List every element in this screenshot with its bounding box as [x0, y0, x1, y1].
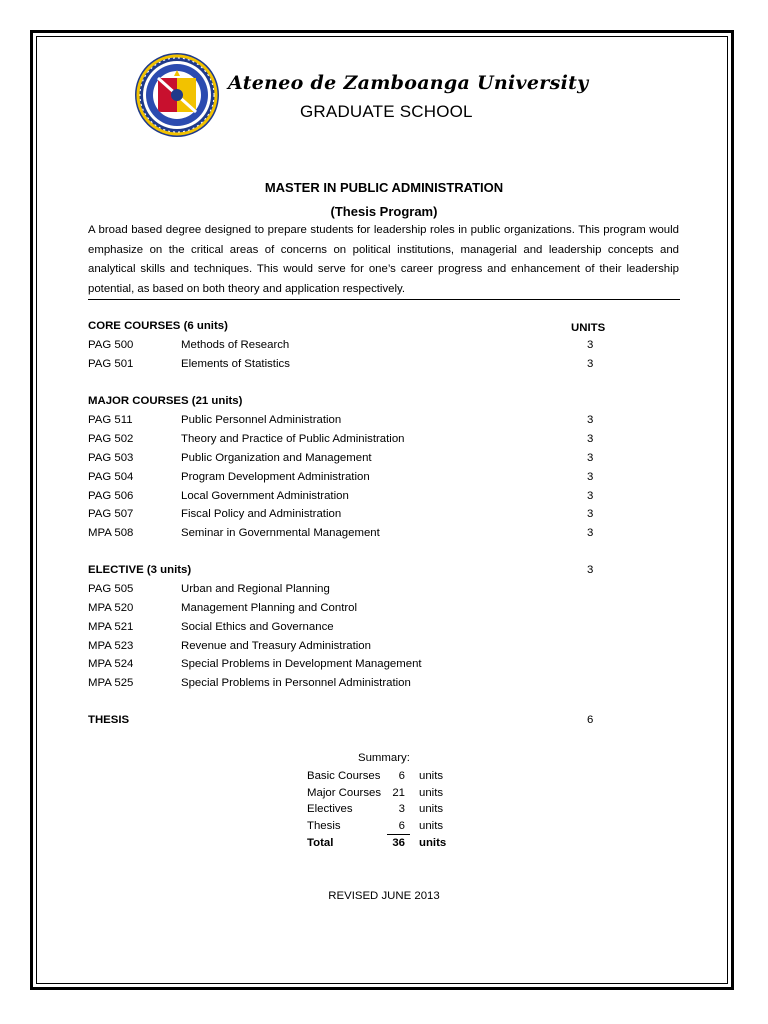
- units-column-heading: UNITS: [571, 322, 606, 334]
- course-name: Social Ethics and Governance: [181, 621, 334, 633]
- course-units: 3: [587, 490, 594, 502]
- course-row: [88, 487, 688, 505]
- course-row: [88, 336, 688, 354]
- core-courses-heading: CORE COURSES (6 units): [88, 320, 228, 332]
- summary-row: [307, 768, 467, 785]
- summary-total-name: Total: [307, 837, 334, 849]
- thesis-row: [88, 711, 688, 729]
- summary-total-unit: units: [419, 837, 447, 849]
- course-row: [88, 580, 688, 598]
- course-code: MPA 524: [88, 658, 134, 670]
- course-row: [88, 505, 688, 523]
- course-row: [88, 655, 688, 673]
- summary-row: [307, 801, 467, 818]
- course-units: 3: [587, 527, 594, 539]
- summary-item-name: Thesis: [307, 820, 341, 832]
- thesis-heading: THESIS: [88, 714, 130, 726]
- course-name: Fiscal Policy and Administration: [181, 508, 342, 520]
- course-units: 3: [587, 471, 594, 483]
- summary-item-name: Major Courses: [307, 787, 382, 799]
- course-code: PAG 502: [88, 433, 134, 445]
- course-code: PAG 506: [88, 490, 134, 502]
- course-name: Urban and Regional Planning: [181, 583, 330, 595]
- summary-item-unit: units: [419, 770, 444, 782]
- course-row: [88, 637, 688, 655]
- summary-item-value: 6: [398, 770, 405, 782]
- course-code: MPA 508: [88, 527, 134, 539]
- course-name: Local Government Administration: [181, 490, 349, 502]
- program-description: A broad based degree designed to prepare students for leadership roles in public organizations. This program would emphasize on the critical areas of concerns on political institutions, managerial and leadership concepts and analytical skills and techniques. This would serve for one’s career progress and enhancement of their leadership potential, as based on both theory and application respectively.: [88, 224, 679, 295]
- course-code: PAG 511: [88, 414, 133, 426]
- course-name: Elements of Statistics: [181, 358, 290, 370]
- thesis-units: 6: [587, 714, 594, 726]
- course-name: Public Organization and Management: [181, 452, 372, 464]
- course-code: PAG 501: [88, 358, 134, 370]
- course-code: MPA 523: [88, 640, 134, 652]
- elective-units: 3: [587, 564, 594, 576]
- course-row: [88, 599, 688, 617]
- course-row: [88, 524, 688, 542]
- summary-item-value: 6: [398, 820, 405, 832]
- course-code: PAG 504: [88, 471, 134, 483]
- elective-header-row: [88, 561, 688, 579]
- summary-item-unit: units: [419, 803, 444, 815]
- course-units: 3: [587, 339, 594, 351]
- course-code: PAG 503: [88, 452, 134, 464]
- course-row: [88, 430, 688, 448]
- summary-label: Summary:: [358, 752, 410, 764]
- summary-row: [307, 785, 467, 802]
- course-row: [88, 618, 688, 636]
- course-code: PAG 500: [88, 339, 134, 351]
- course-code: PAG 507: [88, 508, 134, 520]
- summary-row: [307, 818, 467, 835]
- course-row: [88, 355, 688, 373]
- university-name: Ateneo de Zamboanga University: [228, 72, 589, 94]
- summary-item-value: 3: [398, 803, 405, 815]
- course-row: [88, 411, 688, 429]
- course-row: [88, 468, 688, 486]
- elective-heading: ELECTIVE (3 units): [88, 564, 192, 576]
- course-name: Theory and Practice of Public Administration: [181, 433, 405, 445]
- summary-total-row: [307, 835, 467, 852]
- course-units: 3: [587, 508, 594, 520]
- course-name: Program Development Administration: [181, 471, 370, 483]
- course-name: Methods of Research: [181, 339, 290, 351]
- course-units: 3: [587, 414, 594, 426]
- course-row: [88, 449, 688, 467]
- course-name: Management Planning and Control: [181, 602, 358, 614]
- course-code: MPA 525: [88, 677, 134, 689]
- summary-item-unit: units: [419, 820, 444, 832]
- divider: [88, 299, 680, 300]
- course-name: Revenue and Treasury Administration: [181, 640, 371, 652]
- course-units: 3: [587, 452, 594, 464]
- course-row: [88, 674, 688, 692]
- summary-item-unit: units: [419, 787, 444, 799]
- course-name: Special Problems in Personnel Administration: [181, 677, 411, 689]
- course-name: Public Personnel Administration: [181, 414, 342, 426]
- course-name: Special Problems in Development Management: [181, 658, 422, 670]
- course-units: 3: [587, 358, 594, 370]
- school-name: GRADUATE SCHOOL: [300, 102, 473, 121]
- university-seal-icon: [134, 52, 220, 138]
- course-code: PAG 505: [88, 583, 134, 595]
- course-code: MPA 520: [88, 602, 134, 614]
- summary-item-name: Electives: [307, 803, 353, 815]
- course-name: Seminar in Governmental Management: [181, 527, 380, 539]
- course-units: 3: [587, 433, 594, 445]
- summary-item-value: 21: [392, 787, 405, 799]
- course-code: MPA 521: [88, 621, 134, 633]
- revision-note: REVISED JUNE 2013: [328, 890, 440, 902]
- major-courses-heading: MAJOR COURSES (21 units): [88, 395, 243, 407]
- summary-total-value: 36: [392, 837, 405, 849]
- program-title: MASTER IN PUBLIC ADMINISTRATION: [264, 180, 504, 195]
- summary-item-name: Basic Courses: [307, 770, 381, 782]
- program-subtitle: (Thesis Program): [330, 204, 438, 219]
